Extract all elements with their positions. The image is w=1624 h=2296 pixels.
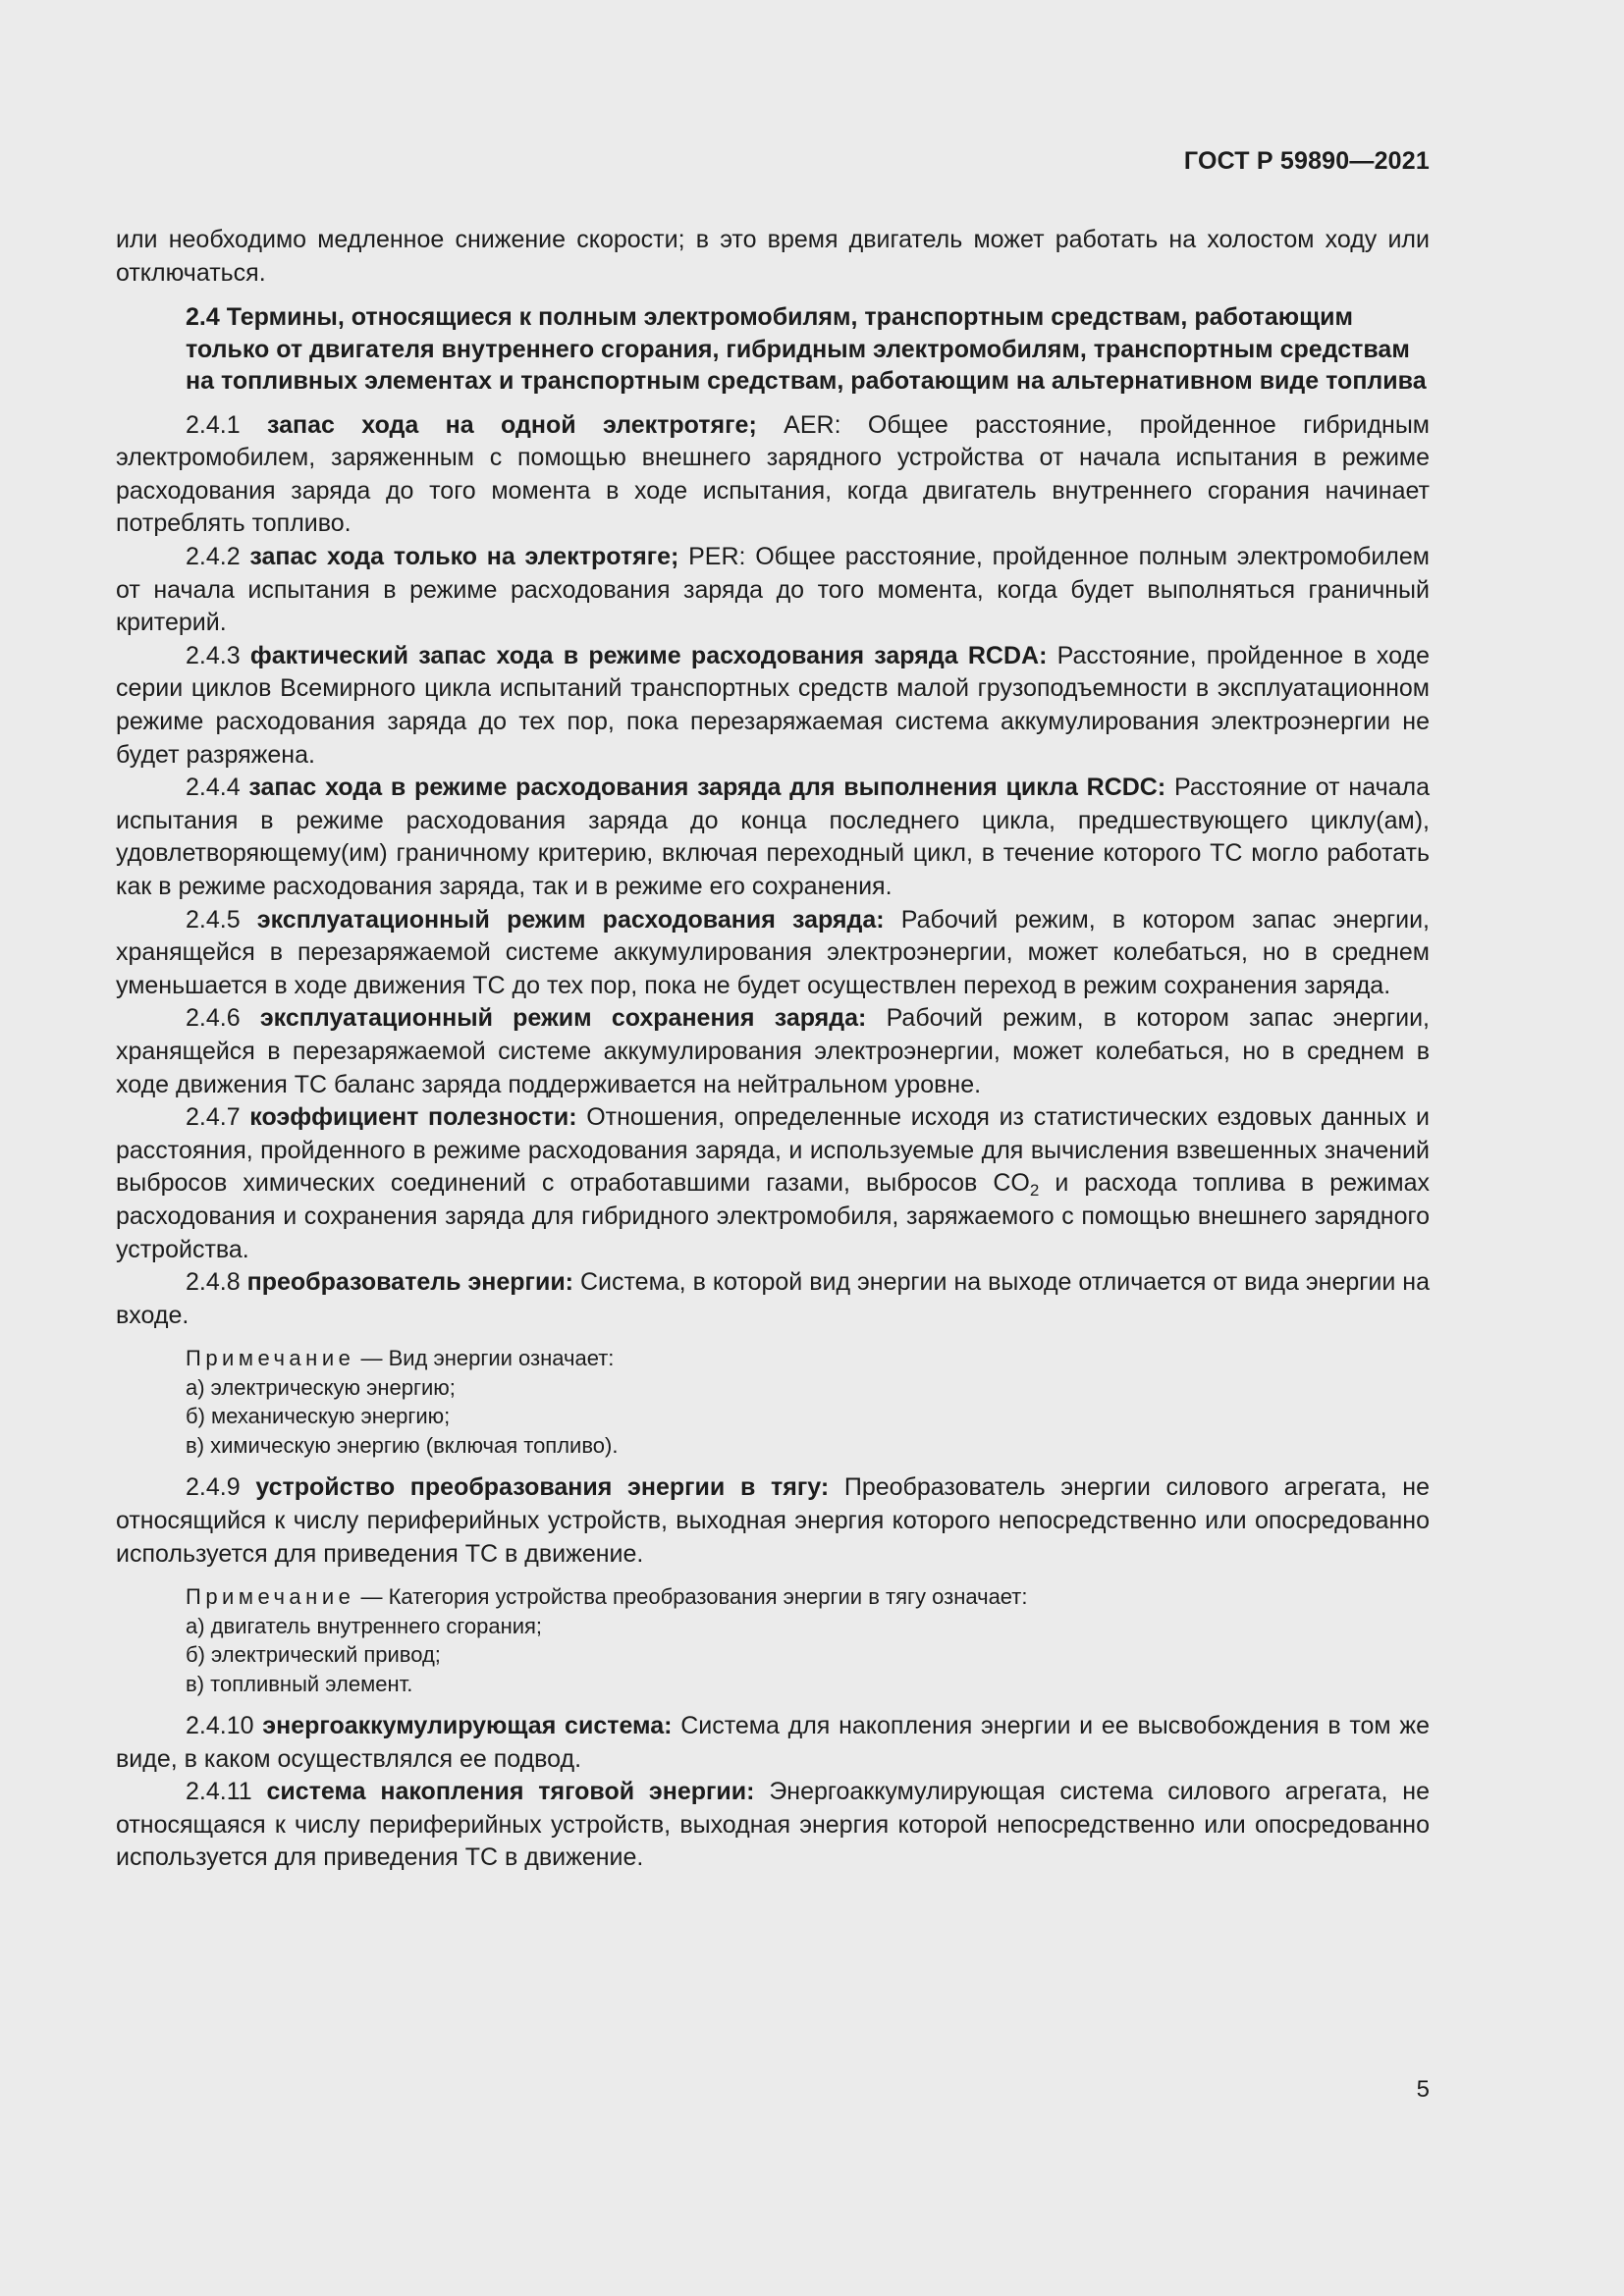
note-energy-types (186, 1344, 1430, 1460)
term-name: фактический запас хода в режиме расходования заряда RCDA: (249, 641, 1048, 669)
term-number: 2.4.2 (186, 543, 241, 571)
term-name: коэффициент полезности: (249, 1103, 577, 1132)
term-definition: AER: Общее расстояние, пройденное гибридным электромобилем, заряженным с помощью внешнего зарядного устройства от начала испытания в режиме расходования заряда до того момента в ходе испытания, когда двигатель внутреннего сгорания начинает потреблять топливо. (116, 410, 1430, 538)
note-item: в) химическую энергию (включая топливо). (186, 1432, 619, 1458)
term-name: энергоаккумулирующая система: (262, 1712, 673, 1740)
term-2-4-1 (116, 409, 1430, 541)
term-number: 2.4.4 (186, 774, 241, 802)
term-2-4-10 (116, 1710, 1430, 1776)
term-definition: Рабочий режим, в котором запас энергии, хранящейся в перезаряжаемой системе аккумулирования электроэнергии, может колебаться, но в среднем уменьшается в ходе движения ТС до тех пор, пока не будет осуществлен переход в режим сохранения заряда. (116, 905, 1431, 999)
term-2-4-9 (116, 1471, 1430, 1571)
term-number: 2.4.9 (186, 1473, 241, 1502)
page-number: 5 (1416, 2076, 1430, 2103)
term-definition: PER: Общее расстояние, пройденное полным электромобилем от начала испытания в режиме расходования заряда до того момента, когда будет выполняться граничный критерий. (116, 543, 1430, 637)
term-name: эксплуатационный режим сохранения заряда: (259, 1004, 867, 1033)
note-item: б) механическую энергию; (186, 1404, 451, 1429)
note-lead: — Вид энергии означает: (354, 1346, 615, 1371)
term-2-4-2 (116, 541, 1430, 640)
note-item: а) электрическую энергию; (186, 1374, 456, 1400)
term-number: 2.4.7 (186, 1103, 241, 1132)
term-number: 2.4.3 (186, 641, 241, 669)
term-2-4-8 (116, 1266, 1430, 1332)
term-number: 2.4.6 (186, 1004, 241, 1033)
term-name: запас хода только на электротяге; (249, 543, 679, 571)
term-2-4-7 (116, 1101, 1430, 1266)
term-definition: Расстояние от начала испытания в режиме расходования заряда до конца последнего цикла, предшествующего циклу(ам), удовлетворяющему(им) граничному критерию, включая переходный цикл, в течение которого ТС могло работать как в режиме расходования заряда, так и в режиме его сохранения. (116, 774, 1430, 900)
term-definition: Расстояние, пройденное в ходе серии циклов Всемирного цикла испытаний транспортных средств малой грузоподъемности в эксплуатационном режиме расходования заряда до тех пор, пока перезаряжаемая система аккумулирования электроэнергии не будет разряжена. (116, 641, 1430, 769)
note-label: Примечание (186, 1346, 355, 1371)
subscript: 2 (1029, 1181, 1040, 1201)
term-number: 2.4.10 (186, 1712, 254, 1740)
term-definition: Преобразователь энергии силового агрегата, не относящийся к числу периферийных устройств, выходная энергия которого непосредственно или опосредованно используется для приведения ТС в движение. (116, 1473, 1430, 1568)
intro-paragraph: или необходимо медленное снижение скорости; в это время двигатель может работать на холостом ходу или отключаться. (116, 226, 1430, 287)
term-name: устройство преобразования энергии в тягу: (255, 1473, 830, 1502)
note-item: а) двигатель внутреннего сгорания; (186, 1613, 543, 1638)
term-name: система накопления тяговой энергии: (266, 1778, 755, 1806)
term-definition: Энергоаккумулирующая система силового агрегата, не относящаяся к числу периферийных устройств, выходная энергия которой непосредственно или опосредованно используется для приведения ТС в движение. (116, 1778, 1431, 1872)
note-label: Примечание (186, 1584, 355, 1610)
term-2-4-4 (116, 772, 1430, 903)
term-number: 2.4.8 (186, 1268, 241, 1297)
term-number: 2.4.5 (186, 905, 241, 934)
note-lead: — Категория устройства преобразования энергии в тягу означает: (354, 1584, 1028, 1610)
term-2-4-11 (116, 1776, 1430, 1875)
term-name: запас хода на одной электротяге; (267, 410, 757, 439)
term-2-4-3 (116, 640, 1430, 772)
note-item: в) топливный элемент. (186, 1671, 413, 1696)
note-item: б) электрический привод; (186, 1642, 441, 1668)
term-2-4-6 (116, 1002, 1430, 1101)
term-definition-cont: и расхода топлива в режимах расходования и сохранения заряда для гибридного электромобиля, заряжаемого с помощью внешнего зарядного устройства. (116, 1169, 1430, 1263)
document-header: ГОСТ Р 59890—2021 (1183, 147, 1430, 175)
term-definition: Система для накопления энергии и ее высвобождения в том же виде, в каком осуществлялся ее подвод. (116, 1712, 1430, 1773)
term-definition: Рабочий режим, в котором запас энергии, хранящейся в перезаряжаемой системе аккумулирования электроэнергии, может колебаться, но в среднем в ходе движения ТС баланс заряда поддерживается на нейтральном уровне. (116, 1004, 1431, 1098)
term-2-4-5 (116, 904, 1430, 1003)
term-definition: Отношения, определенные исходя из статистических ездовых данных и расстояния, пройденного в режиме расходования заряда, и используемые для вычисления взвешенных значений выбросов химических соединений с отработавшими газами, выбросов CO (116, 1103, 1430, 1198)
term-definition: Система, в которой вид энергии на выходе отличается от вида энергии на входе. (116, 1268, 1430, 1329)
term-name: запас хода в режиме расходования заряда для выполнения цикла RCDC: (248, 774, 1166, 802)
note-traction-categories (186, 1582, 1430, 1698)
term-name: эксплуатационный режим расходования заряда: (256, 905, 885, 934)
document-body (116, 224, 1430, 1875)
term-number: 2.4.1 (186, 410, 241, 439)
term-name: преобразователь энергии: (246, 1268, 574, 1297)
section-title: 2.4 Термины, относящиеся к полным электромобилям, транспортным средствам, работающим только от двигателя внутреннего сгорания, гибридным электромобилям, транспортным средствам на топливных элементах и транспортным средствам, работающим на альтернативном виде топлива (186, 303, 1427, 396)
term-number: 2.4.11 (186, 1778, 252, 1806)
